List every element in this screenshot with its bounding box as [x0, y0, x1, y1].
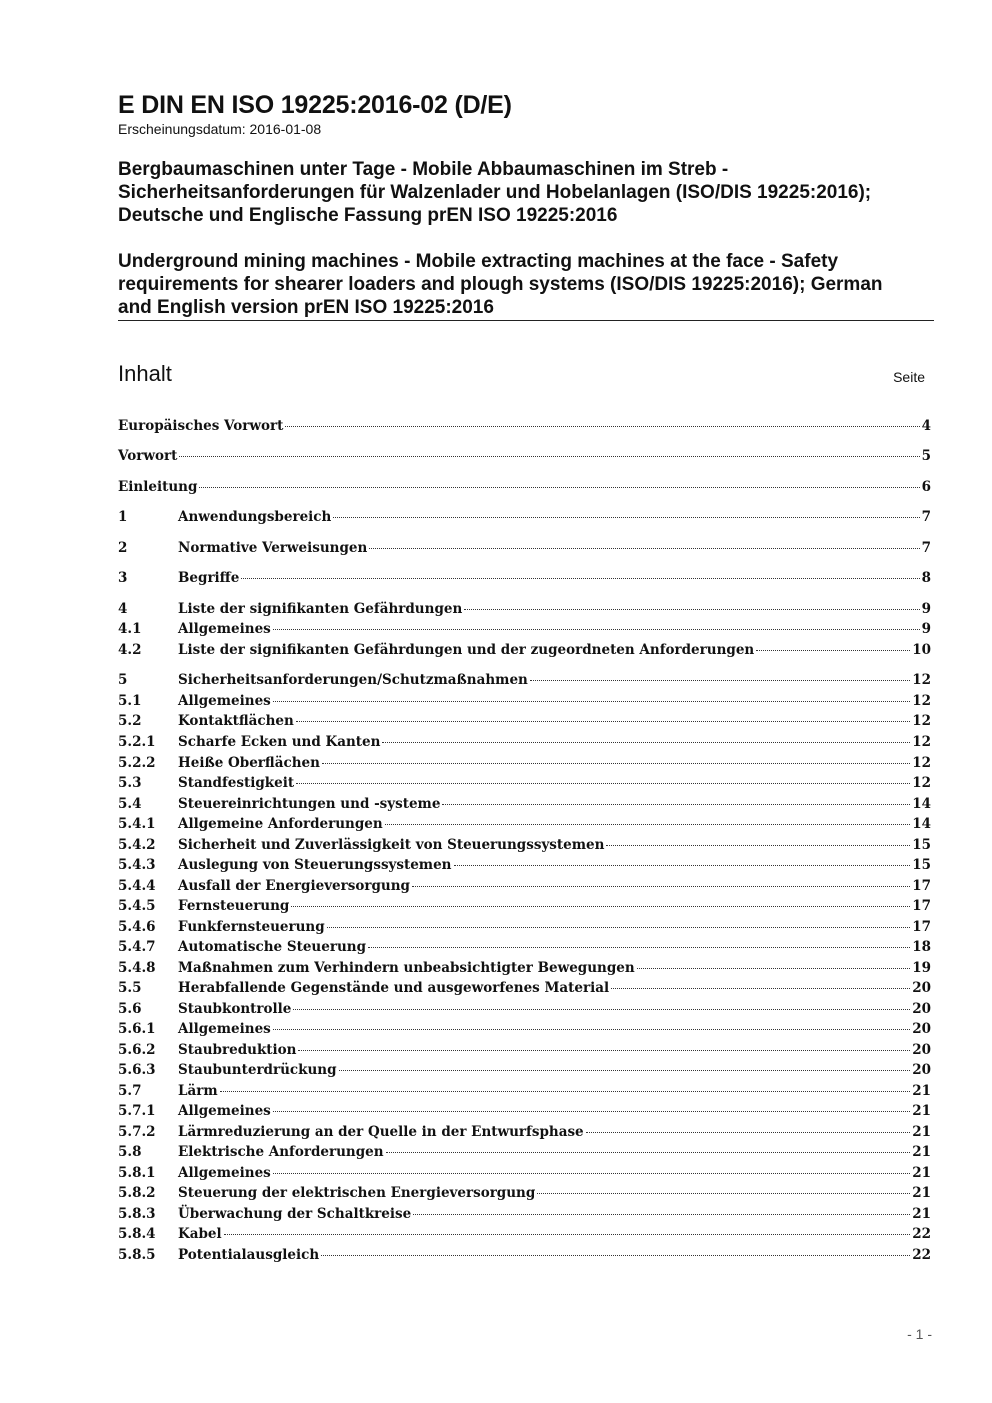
- toc-entry-number: 4.1: [118, 621, 142, 637]
- toc-entry-number: 5.8.5: [118, 1247, 156, 1263]
- toc-entry-number: 5: [118, 672, 128, 688]
- toc-dot-leader: [199, 487, 919, 488]
- toc-entry-title: Maßnahmen zum Verhindern unbeabsichtigter Bewegungen: [178, 960, 635, 976]
- toc-entry[interactable]: [118, 878, 931, 898]
- toc-entry-title: Vorwort: [118, 448, 178, 464]
- toc-entry-page: 7: [921, 509, 931, 525]
- toc-entry[interactable]: [118, 960, 931, 980]
- toc-entry-title: Kabel: [178, 1226, 222, 1242]
- toc-entry[interactable]: [118, 479, 931, 499]
- toc-entry-page: 21: [912, 1206, 931, 1222]
- toc-entry-title: Elektrische Anforderungen: [178, 1144, 384, 1160]
- toc-entry-title: Staubunterdrückung: [178, 1062, 337, 1078]
- title-german-line: Sicherheitsanforderungen für Walzenlader und Hobelanlagen (ISO/DIS 19225:2016);: [118, 182, 872, 203]
- toc-entry-number: 5.4.7: [118, 939, 156, 955]
- title-german: [118, 158, 938, 227]
- toc-entry-title: Sicherheitsanforderungen/Schutzmaßnahmen: [178, 672, 528, 688]
- toc-entry-page: 4: [921, 418, 931, 434]
- toc-dot-leader: [273, 1029, 910, 1030]
- toc-entry-number: 5.8.1: [118, 1165, 156, 1181]
- toc-entry[interactable]: [118, 713, 931, 733]
- toc-dot-leader: [412, 886, 910, 887]
- toc-entry-number: 5.2.2: [118, 755, 156, 771]
- toc-entry-page: 22: [912, 1247, 931, 1263]
- toc-entry-page: 21: [912, 1103, 931, 1119]
- toc-entry-title: Staubreduktion: [178, 1042, 297, 1058]
- toc-entry-page: 14: [912, 816, 931, 832]
- toc-dot-leader: [322, 763, 910, 764]
- toc-entry[interactable]: [118, 1247, 931, 1267]
- toc-entry[interactable]: [118, 509, 931, 529]
- toc-dot-leader: [454, 865, 911, 866]
- toc-entry-number: 5.7: [118, 1083, 142, 1099]
- title-german-line: Bergbaumaschinen unter Tage - Mobile Abbaumaschinen im Streb -: [118, 159, 729, 180]
- toc-entry-title: Allgemeines: [178, 1165, 271, 1181]
- toc-entry-title: Automatische Steuerung: [178, 939, 367, 955]
- toc-dot-leader: [385, 824, 911, 825]
- toc-dot-leader: [382, 742, 910, 743]
- toc-entry[interactable]: [118, 1062, 931, 1082]
- toc-entry[interactable]: [118, 755, 931, 775]
- toc-entry-number: 5.8: [118, 1144, 142, 1160]
- toc-entry-number: 5.6.2: [118, 1042, 156, 1058]
- toc-entry[interactable]: [118, 621, 931, 641]
- toc-entry-page: 12: [912, 775, 931, 791]
- toc-entry-number: 5.4.3: [118, 857, 156, 873]
- toc-entry-title: Liste der signifikanten Gefährdungen und der zugeordneten Anforderungen: [178, 642, 755, 658]
- toc-entry-page: 5: [921, 448, 931, 464]
- toc-entry-title: Überwachung der Schaltkreise: [178, 1206, 412, 1222]
- toc-dot-leader: [273, 1173, 910, 1174]
- toc-dot-leader: [339, 1070, 911, 1071]
- toc-entry-number: 5.4.6: [118, 919, 156, 935]
- toc-dot-leader: [327, 927, 911, 928]
- title-english-line: and English version prEN ISO 19225:2016: [118, 297, 494, 318]
- toc-entry-title: Fernsteuerung: [178, 898, 290, 914]
- toc-entry[interactable]: [118, 418, 931, 438]
- toc-entry-number: 1: [118, 509, 128, 525]
- toc-entry-page: 20: [912, 1001, 931, 1017]
- toc-entry-page: 9: [921, 621, 931, 637]
- toc-entry-number: 5.8.2: [118, 1185, 156, 1201]
- toc-dot-leader: [586, 1132, 911, 1133]
- toc-entry[interactable]: [118, 1185, 931, 1205]
- toc-entry-title: Allgemeines: [178, 621, 271, 637]
- toc-entry-title: Ausfall der Energieversorgung: [178, 878, 410, 894]
- toc-entry-page: 20: [912, 1021, 931, 1037]
- toc-entry-number: 5.6: [118, 1001, 142, 1017]
- toc-entry-number: 5.8.3: [118, 1206, 156, 1222]
- toc-entry-title: Europäisches Vorwort: [118, 418, 284, 434]
- toc-entry[interactable]: [118, 672, 931, 692]
- toc-entry-page: 12: [912, 672, 931, 688]
- toc-entry-page: 20: [912, 1042, 931, 1058]
- title-english-line: Underground mining machines - Mobile extracting machines at the face - Safety: [118, 251, 839, 272]
- toc-dot-leader: [611, 988, 910, 989]
- toc-entry-page: 12: [912, 713, 931, 729]
- toc-dot-leader: [386, 1152, 911, 1153]
- toc-dot-leader: [241, 578, 919, 579]
- toc-entry-number: 4.2: [118, 642, 142, 658]
- toc-dot-leader: [291, 906, 910, 907]
- toc-entry-number: 5.6.3: [118, 1062, 156, 1078]
- toc-entry-page: 17: [912, 919, 931, 935]
- toc-dot-leader: [530, 680, 910, 681]
- toc-entry-page: 21: [912, 1083, 931, 1099]
- toc-dot-leader: [756, 650, 910, 651]
- toc-entry-title: Potentialausgleich: [178, 1247, 320, 1263]
- toc-entry[interactable]: [118, 693, 931, 713]
- title-english-line: requirements for shearer loaders and plough systems (ISO/DIS 19225:2016); German: [118, 274, 883, 295]
- toc-entry[interactable]: [118, 796, 931, 816]
- toc-entry[interactable]: [118, 816, 931, 836]
- toc-entry-number: 3: [118, 570, 128, 586]
- document-id: E DIN EN ISO 19225:2016-02 (D/E): [118, 91, 512, 119]
- page-number: - 1 -: [907, 1326, 932, 1342]
- toc-entry[interactable]: [118, 919, 931, 939]
- title-english: [118, 250, 938, 319]
- toc-entry-number: 5.1: [118, 693, 142, 709]
- toc-entry-title: Lärmreduzierung an der Quelle in der Entwurfsphase: [178, 1124, 584, 1140]
- toc-entry-title: Scharfe Ecken und Kanten: [178, 734, 381, 750]
- toc-entry[interactable]: [118, 1165, 931, 1185]
- toc-entry-title: Sicherheit und Zuverlässigkeit von Steuerungssystemen: [178, 837, 605, 853]
- toc-entry-title: Liste der signifikanten Gefährdungen: [178, 601, 463, 617]
- toc-entry-title: Funkfernsteuerung: [178, 919, 325, 935]
- toc-entry[interactable]: [118, 939, 931, 959]
- toc-entry-title: Allgemeines: [178, 693, 271, 709]
- toc-entry-page: 12: [912, 755, 931, 771]
- toc-dot-leader: [273, 1111, 910, 1112]
- toc-entry-page: 21: [912, 1144, 931, 1160]
- toc-dot-leader: [537, 1193, 910, 1194]
- toc-dot-leader: [413, 1214, 910, 1215]
- toc-dot-leader: [296, 721, 910, 722]
- toc-entry-page: 20: [912, 1062, 931, 1078]
- toc-entry-number: 5.4.2: [118, 837, 156, 853]
- toc-entry-number: 5.4.8: [118, 960, 156, 976]
- toc-entry[interactable]: [118, 837, 931, 857]
- toc-entry-number: 5.3: [118, 775, 142, 791]
- toc-entry-title: Begriffe: [178, 570, 240, 586]
- toc-entry-page: 12: [912, 693, 931, 709]
- publication-date: Erscheinungsdatum: 2016-01-08: [118, 121, 322, 137]
- toc-entry[interactable]: [118, 1103, 931, 1123]
- toc-entry[interactable]: [118, 980, 931, 1000]
- toc-entry-number: 5.5: [118, 980, 142, 996]
- toc-entry-title: Allgemeine Anforderungen: [178, 816, 383, 832]
- toc-entry-page: 14: [912, 796, 931, 812]
- toc-entry-page: 9: [921, 601, 931, 617]
- toc-entry-page: 19: [912, 960, 931, 976]
- toc-entry-title: Steuerung der elektrischen Energieversorgung: [178, 1185, 536, 1201]
- toc-dot-leader: [296, 783, 910, 784]
- title-divider: [118, 320, 934, 321]
- toc-dot-leader: [224, 1234, 911, 1235]
- toc-entry[interactable]: [118, 1021, 931, 1041]
- toc-entry[interactable]: [118, 857, 931, 877]
- toc-dot-leader: [637, 968, 910, 969]
- toc-dot-leader: [285, 426, 919, 427]
- toc-entry-title: Staubkontrolle: [178, 1001, 292, 1017]
- toc-entry-title: Heiße Oberflächen: [178, 755, 320, 771]
- toc-entry-page: 21: [912, 1124, 931, 1140]
- toc-entry[interactable]: [118, 775, 931, 795]
- toc-entry-number: 5.2: [118, 713, 142, 729]
- toc-entry-title: Lärm: [178, 1083, 218, 1099]
- toc-entry[interactable]: [118, 448, 931, 468]
- toc-entry-page: 6: [921, 479, 931, 495]
- toc-entry-page: 18: [912, 939, 931, 955]
- toc-entry[interactable]: [118, 570, 931, 590]
- toc-entry[interactable]: [118, 734, 931, 754]
- toc-dot-leader: [298, 1050, 910, 1051]
- toc-entry-page: 8: [921, 570, 931, 586]
- toc-entry-number: 5.4.1: [118, 816, 156, 832]
- toc-dot-leader: [220, 1091, 911, 1092]
- toc-entry[interactable]: [118, 642, 931, 662]
- toc-entry-page: 17: [912, 898, 931, 914]
- toc-entry-title: Anwendungsbereich: [178, 509, 332, 525]
- toc-entry-title: Steuereinrichtungen und -systeme: [178, 796, 441, 812]
- toc-entry-number: 5.2.1: [118, 734, 156, 750]
- toc-entry-title: Kontaktflächen: [178, 713, 294, 729]
- toc-entry-page: 22: [912, 1226, 931, 1242]
- title-german-line: Deutsche und Englische Fassung prEN ISO 19225:2016: [118, 205, 618, 226]
- toc-entry-page: 17: [912, 878, 931, 894]
- toc-dot-leader: [606, 845, 910, 846]
- toc-entry-number: 5.6.1: [118, 1021, 156, 1037]
- toc-dot-leader: [464, 609, 919, 610]
- toc-entry-title: Normative Verweisungen: [178, 540, 368, 556]
- toc-entry-title: Auslegung von Steuerungssystemen: [178, 857, 452, 873]
- toc-entry-page: 21: [912, 1185, 931, 1201]
- toc-entry[interactable]: [118, 1124, 931, 1144]
- toc-dot-leader: [273, 629, 920, 630]
- toc-entry-number: 5.4: [118, 796, 142, 812]
- toc-entry-page: 20: [912, 980, 931, 996]
- toc-entry-page: 10: [912, 642, 931, 658]
- toc-entry[interactable]: [118, 1083, 931, 1103]
- toc-entry-title: Allgemeines: [178, 1021, 271, 1037]
- toc-entry[interactable]: [118, 1001, 931, 1021]
- toc-entry-number: 2: [118, 540, 128, 556]
- toc-entry-page: 12: [912, 734, 931, 750]
- toc-entry[interactable]: [118, 1206, 931, 1226]
- toc-page-label: Seite: [893, 369, 925, 385]
- toc-heading: Inhalt: [118, 361, 172, 386]
- toc-entry[interactable]: [118, 601, 931, 621]
- toc-entry-title: Einleitung: [118, 479, 198, 495]
- toc-dot-leader: [293, 1009, 910, 1010]
- toc-entry-page: 21: [912, 1165, 931, 1181]
- toc-entry[interactable]: [118, 1226, 931, 1246]
- toc-dot-leader: [179, 456, 919, 457]
- toc-dot-leader: [321, 1255, 910, 1256]
- toc-entry-title: Standfestigkeit: [178, 775, 295, 791]
- toc-entry-title: Herabfallende Gegenstände und ausgeworfenes Material: [178, 980, 610, 996]
- toc-entry-number: 5.8.4: [118, 1226, 156, 1242]
- toc-entry-number: 5.4.5: [118, 898, 156, 914]
- toc-entry-page: 7: [921, 540, 931, 556]
- toc-dot-leader: [333, 517, 919, 518]
- toc-entry-page: 15: [912, 837, 931, 853]
- toc-entry-title: Allgemeines: [178, 1103, 271, 1119]
- toc-dot-leader: [273, 701, 910, 702]
- toc-dot-leader: [369, 548, 919, 549]
- toc-entry-number: 4: [118, 601, 128, 617]
- toc-entry[interactable]: [118, 1144, 931, 1164]
- toc-entry-number: 5.4.4: [118, 878, 156, 894]
- toc-dot-leader: [442, 804, 910, 805]
- toc-entry-number: 5.7.2: [118, 1124, 156, 1140]
- toc-dot-leader: [368, 947, 910, 948]
- toc-entry[interactable]: [118, 898, 931, 918]
- toc-entry[interactable]: [118, 1042, 931, 1062]
- toc-entry-number: 5.7.1: [118, 1103, 156, 1119]
- toc-entry[interactable]: [118, 540, 931, 560]
- toc-entry-page: 15: [912, 857, 931, 873]
